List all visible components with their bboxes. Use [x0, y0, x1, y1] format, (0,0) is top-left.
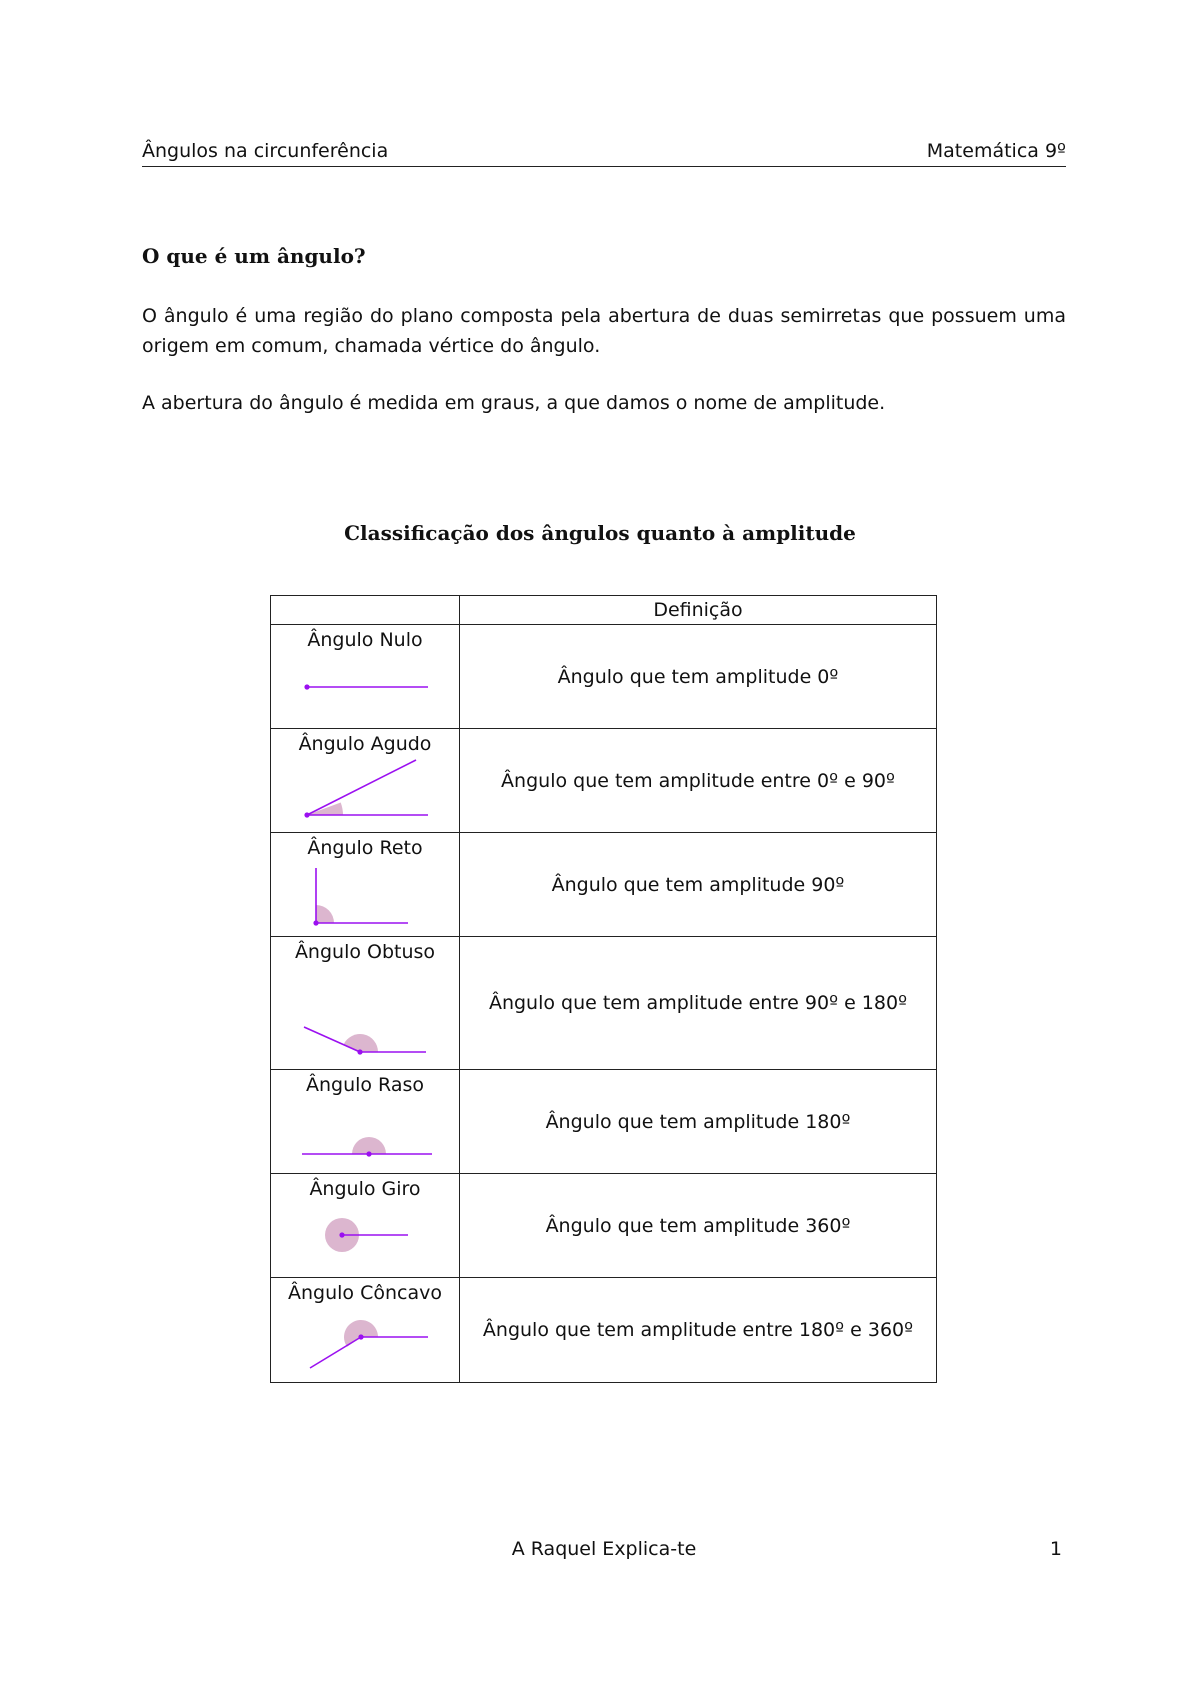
header-title: Ângulos na circunferência	[142, 140, 389, 162]
angle-name-cell	[271, 1278, 460, 1383]
table-row	[271, 1278, 937, 1383]
acute-angle-icon	[271, 729, 460, 833]
angle-name-cell	[271, 729, 460, 833]
table-row	[271, 729, 937, 833]
table-row	[271, 937, 937, 1070]
header-subject: Matemática 9º	[926, 140, 1066, 162]
table-header-definition: Definição	[460, 596, 937, 625]
section-title: O que é um ângulo?	[142, 244, 366, 268]
angle-name: Ângulo Giro	[309, 1178, 421, 1200]
full-angle-icon	[271, 1174, 460, 1278]
page-header	[142, 140, 1066, 167]
angle-definition: Ângulo que tem amplitude entre 90º e 180º	[460, 937, 937, 1070]
table-title: Classificação dos ângulos quanto à amplitude	[344, 521, 856, 545]
angle-definition: Ângulo que tem amplitude 360º	[460, 1174, 937, 1278]
angle-name-cell	[271, 833, 460, 937]
straight-angle-icon	[271, 1070, 460, 1174]
angle-name: Ângulo Raso	[305, 1074, 425, 1096]
angle-name-cell	[271, 1070, 460, 1174]
angle-name: Ângulo Reto	[307, 837, 423, 859]
paragraph-definition: O ângulo é uma região do plano composta pela abertura de duas semirretas que possuem uma origem em comum, chamada vértice do ângulo.	[142, 305, 1066, 357]
angle-definition: Ângulo que tem amplitude 90º	[460, 833, 937, 937]
angle-name: Ângulo Obtuso	[294, 941, 436, 963]
table-header-name	[271, 596, 460, 625]
angle-definition: Ângulo que tem amplitude entre 180º e 360º	[460, 1278, 937, 1383]
concave-angle-icon	[271, 1278, 460, 1383]
angle-classification-table	[270, 595, 937, 1383]
angle-name: Ângulo Nulo	[307, 629, 423, 651]
angle-name: Ângulo Agudo	[298, 733, 432, 755]
page-footer	[142, 1538, 1066, 1566]
right-angle-icon	[271, 833, 460, 937]
angle-name-cell	[271, 625, 460, 729]
paragraph-amplitude: A abertura do ângulo é medida em graus, a que damos o nome de amplitude.	[142, 392, 886, 414]
table-header-row	[271, 596, 937, 625]
obtuse-angle-icon	[271, 937, 460, 1070]
footer-author: A Raquel Explica-te	[511, 1538, 697, 1560]
angle-definition: Ângulo que tem amplitude entre 0º e 90º	[460, 729, 937, 833]
angle-definition: Ângulo que tem amplitude 180º	[460, 1070, 937, 1174]
angle-name: Ângulo Côncavo	[288, 1282, 442, 1304]
angle-definition: Ângulo que tem amplitude 0º	[460, 625, 937, 729]
page-number: 1	[1049, 1538, 1062, 1560]
table-row	[271, 1174, 937, 1278]
angle-name-cell	[271, 937, 460, 1070]
table-row	[271, 625, 937, 729]
zero-angle-icon	[271, 625, 460, 729]
table-row	[271, 833, 937, 937]
table-row	[271, 1070, 937, 1174]
angle-name-cell	[271, 1174, 460, 1278]
